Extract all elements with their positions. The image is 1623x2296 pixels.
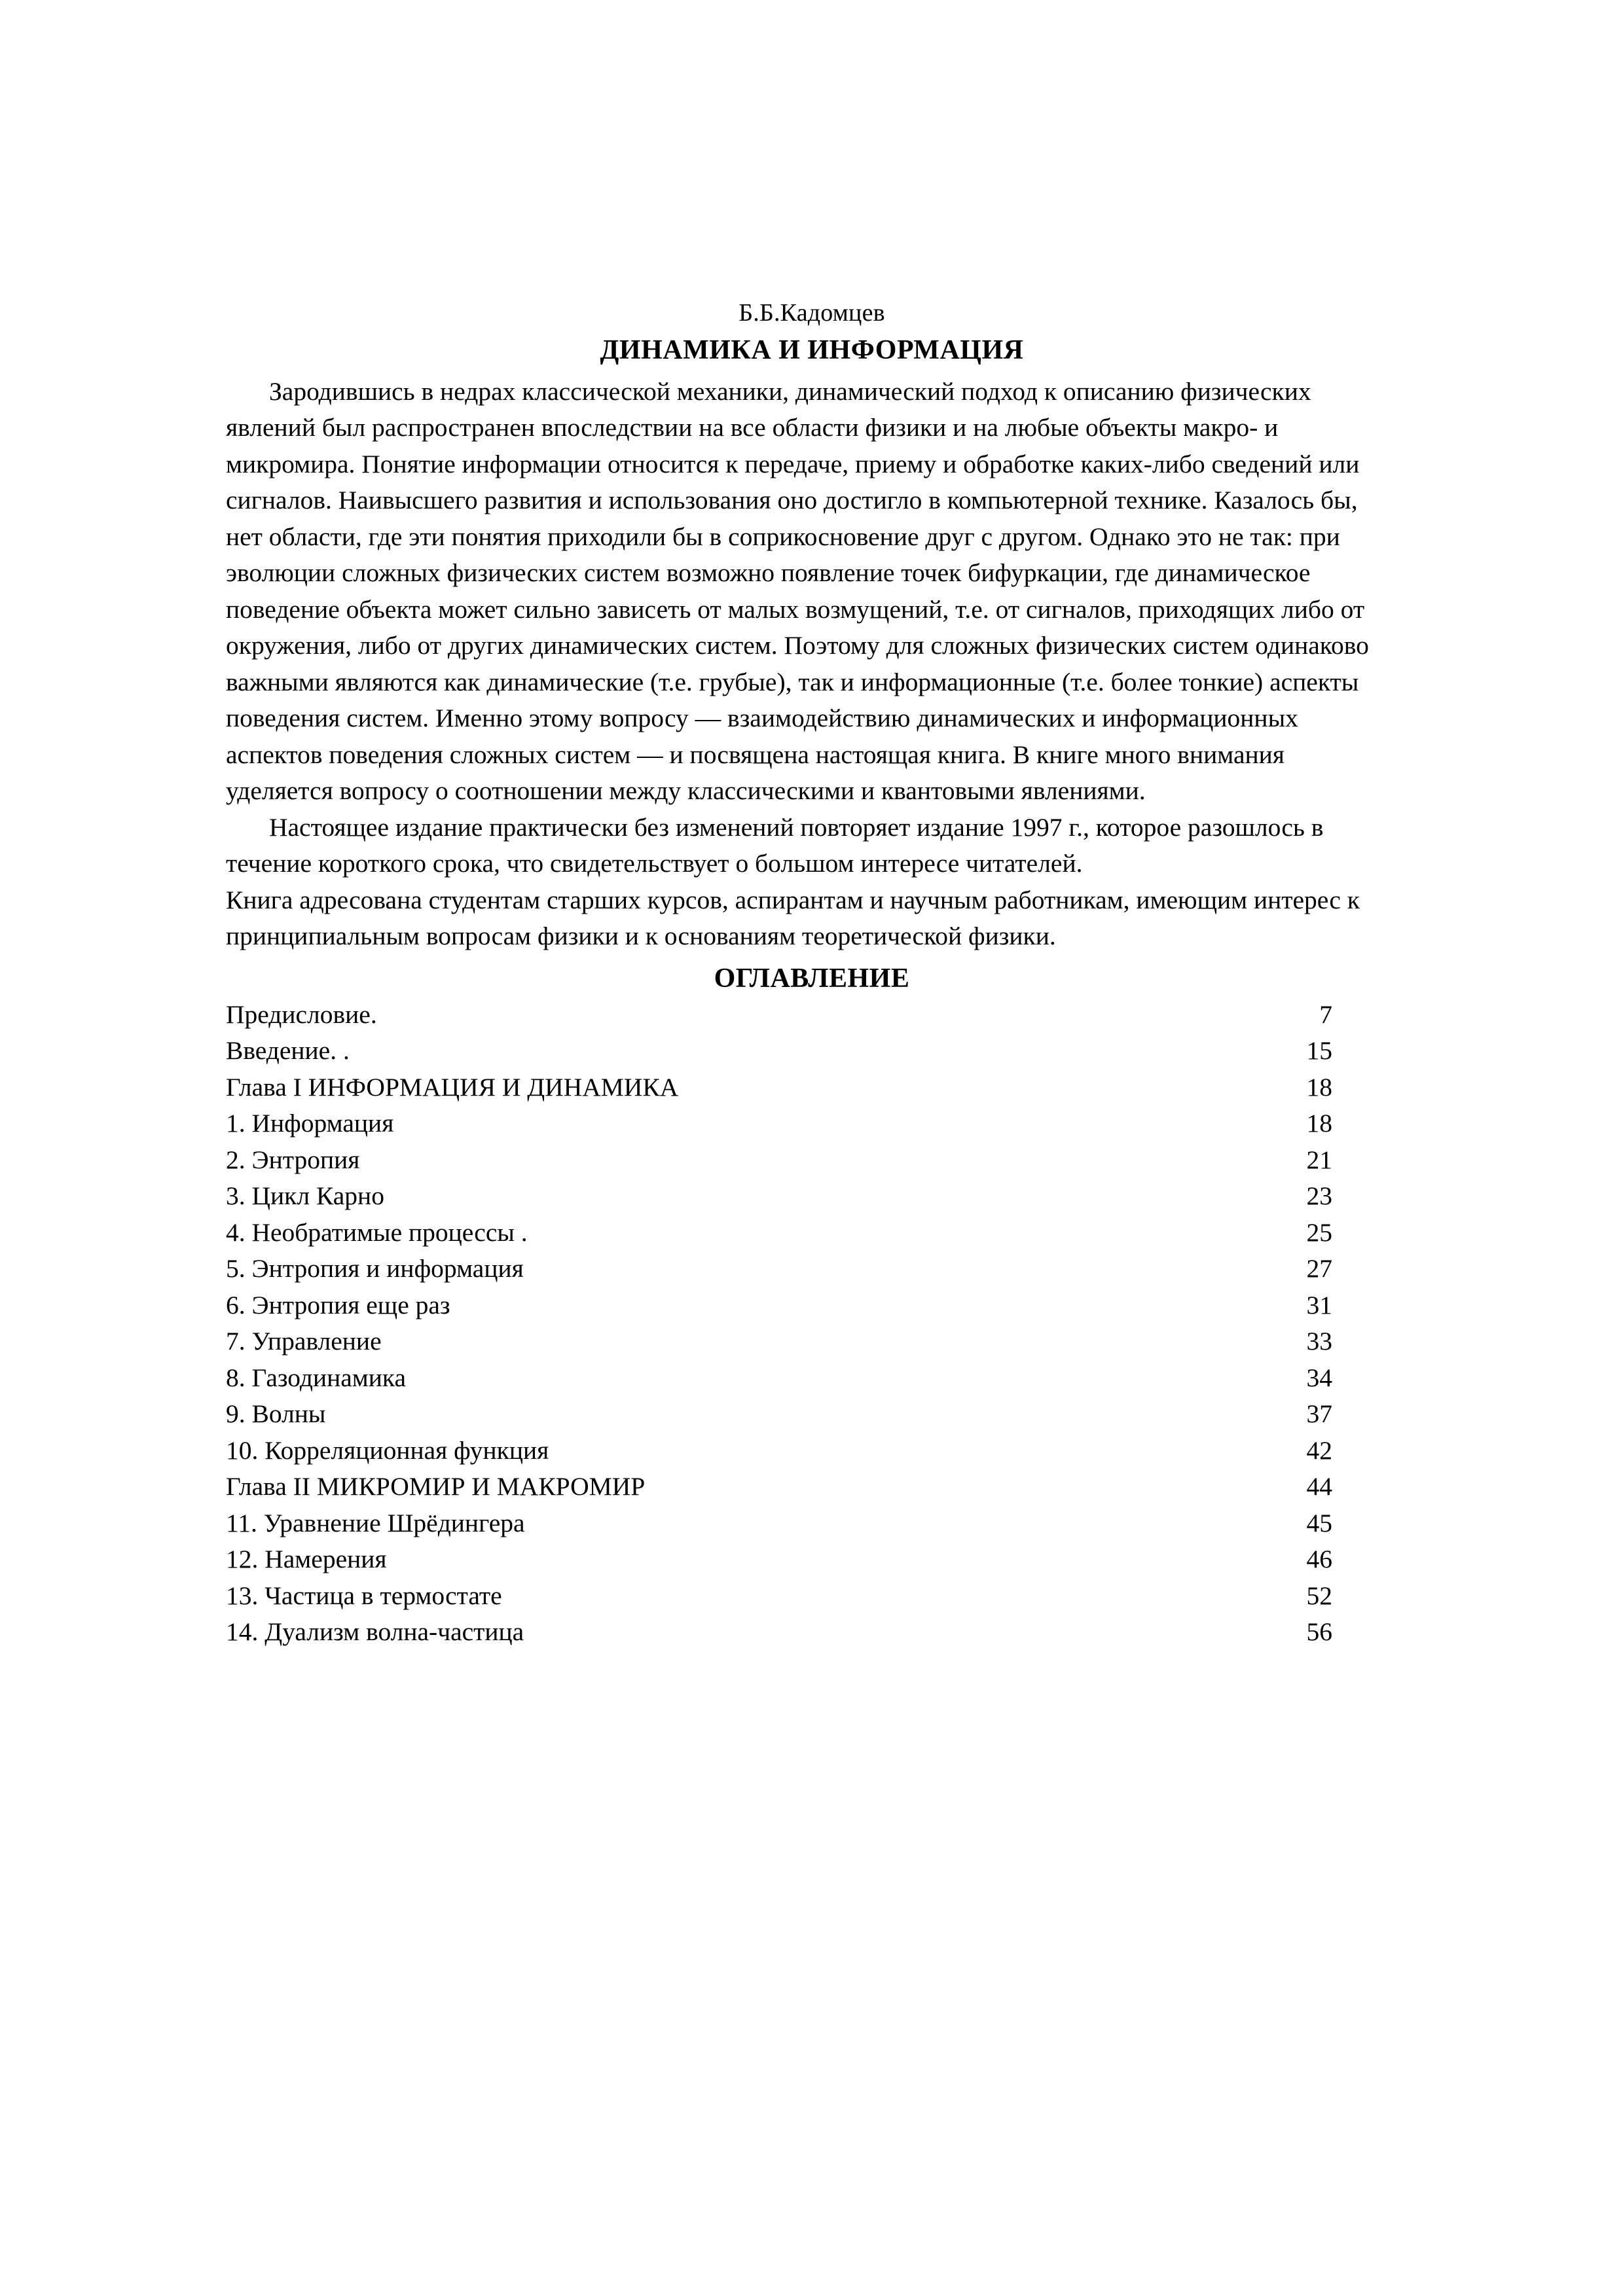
toc-entry-page: 34 [1306,1363,1332,1392]
toc-entry-page: 7 [1319,999,1332,1029]
toc-entry-label: 9. Волны [226,1399,326,1429]
toc-entry[interactable] [226,1505,1332,1541]
toc-entry[interactable] [226,1469,1332,1505]
toc-entry-page: 45 [1306,1508,1332,1537]
toc-entry-page: 37 [1306,1399,1332,1429]
toc-entry[interactable] [226,1396,1332,1432]
toc-entry[interactable] [226,1105,1332,1141]
toc-entry-label: 8. Газодинамика [226,1363,407,1392]
toc-entry-label: 13. Частица в термостате [226,1581,502,1610]
toc-entry-label: 10. Корреляционная функция [226,1435,549,1465]
toc-entry[interactable] [226,1433,1332,1469]
toc-entry-page: 23 [1306,1181,1332,1211]
toc-entry-page: 27 [1306,1254,1332,1283]
toc-entry-label: 3. Цикл Карно [226,1181,384,1211]
author-name: Б.Б.Кадомцев [739,299,885,327]
toc-entry-label: 12. Намерения [226,1545,387,1574]
toc-entry[interactable] [226,1033,1332,1069]
toc-entry-page: 52 [1306,1581,1332,1610]
toc-entry-page: 25 [1306,1217,1332,1247]
toc-entry-label: Глава I ИНФОРМАЦИЯ И ДИНАМИКА [226,1072,679,1102]
toc-entry-label: 11. Уравнение Шрёдингера [226,1508,525,1537]
toc-entry[interactable] [226,1541,1332,1577]
toc-entry-label: 1. Информация [226,1109,394,1138]
toc-entry-page: 46 [1306,1545,1332,1574]
toc-entry[interactable] [226,1069,1332,1105]
toc-entry-label: 4. Необратимые процессы . [226,1217,528,1247]
toc-entry[interactable] [226,1215,1332,1251]
table-of-contents [226,997,1332,1651]
toc-entry[interactable] [226,1614,1332,1650]
toc-entry[interactable] [226,1251,1332,1287]
toc-entry-label: 2. Энтропия [226,1145,360,1174]
toc-entry-page: 21 [1306,1145,1332,1174]
abstract-paragraph-2: Настоящее издание практически без изменений повторяет издание 1997 г., которое разошлось в течение короткого срока, что свидетельствует о большом интересе читателей. [226,812,1324,878]
abstract-paragraph-3: Книга адресована студентам старших курсов, аспирантам и научным работникам, имеющим интерес к принципиальным вопросам физики и к основаниям теоретической физики. [226,885,1360,951]
toc-entry-page: 18 [1306,1109,1332,1138]
toc-entry[interactable] [226,1142,1332,1178]
toc-entry-page: 56 [1306,1617,1332,1646]
toc-entry[interactable] [226,1360,1332,1396]
toc-entry[interactable] [226,1178,1332,1214]
toc-entry-page: 44 [1306,1472,1332,1501]
toc-entry-label: Введение. . [226,1036,350,1066]
toc-entry-label: Предисловие. [226,999,377,1029]
toc-entry-label: 6. Энтропия еще раз [226,1290,450,1319]
abstract-paragraph-1: Зародившись в недрах классической механики, динамический подход к описанию физических явлений был распространен впоследствии на все области физики и на любые объекты макро- и микромира. Понятие информации относится к передаче, приему и обработке каких-либо сведений или сигналов. Наивысшего развития и использования оно достигло в компьютерной технике. Казалось бы, нет области, где эти понятия приходили бы в соприкосновение друг с другом. Однако это не так: при эволюции сложных физических систем возможно появление точек бифуркации, где динамическое поведение объекта может сильно зависеть от малых возмущений, т.е. от сигналов, приходящих либо от окружения, либо от других динамических систем. Поэтому для сложных физических систем одинаково важными являются как динамические (т.е. грубые), так и информационные (т.е. более тонкие) аспекты поведения систем. Именно этому вопросу — взаимодействию динамических и информационных аспектов поведения сложных систем — и посвящена настоящая книга. В книге много внимания уделяется вопросу о соотношении между классическими и квантовыми явлениями. [226,377,1369,806]
toc-entry[interactable] [226,997,1332,1033]
toc-entry-label: 5. Энтропия и информация [226,1254,524,1283]
toc-entry[interactable] [226,1323,1332,1359]
toc-entry[interactable] [226,1578,1332,1614]
document-title: ДИНАМИКА И ИНФОРМАЦИЯ [600,334,1024,365]
toc-entry-page: 18 [1306,1072,1332,1102]
toc-heading: ОГЛАВЛЕНИЕ [714,963,910,994]
toc-entry-page: 15 [1306,1036,1332,1066]
page-content [226,298,1398,1650]
toc-entry[interactable] [226,1287,1332,1323]
toc-entry-page: 33 [1306,1327,1332,1356]
toc-entry-page: 31 [1306,1290,1332,1319]
toc-entry-page: 42 [1306,1435,1332,1465]
toc-entry-label: 7. Управление [226,1327,382,1356]
toc-entry-label: 14. Дуализм волна-частица [226,1617,524,1646]
toc-entry-label: Глава II МИКРОМИР И МАКРОМИР [226,1472,646,1501]
